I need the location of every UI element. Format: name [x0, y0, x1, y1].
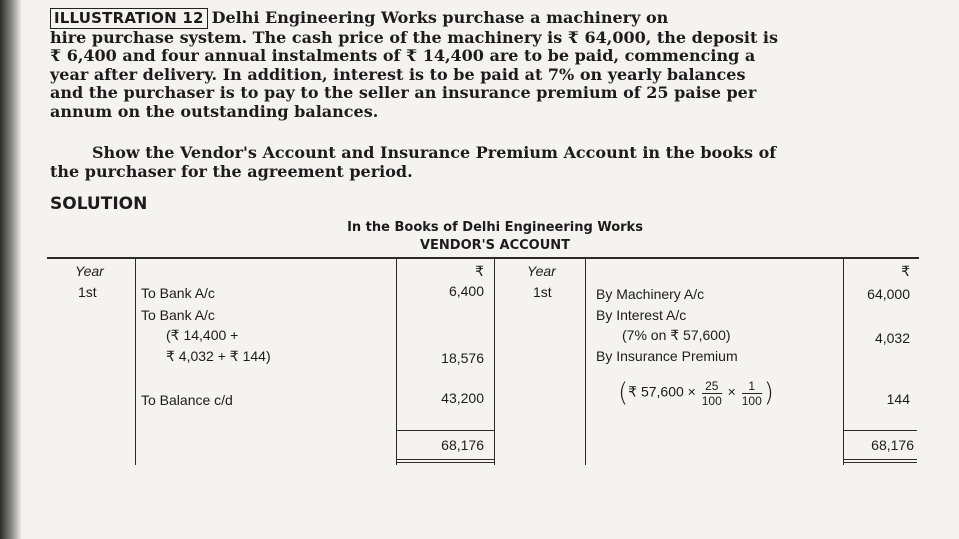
task-line: Show the Vendor's Account and Insurance Premium Account in the books of [92, 143, 777, 162]
column-divider [396, 257, 397, 465]
debit-entry-label: To Balance c/d [141, 392, 233, 408]
task-statement [50, 144, 925, 181]
premium-formula-base: ₹ 57,600 × [628, 383, 696, 400]
problem-line: Delhi Engineering Works purchase a machinery on [211, 8, 669, 27]
total-rule [396, 462, 494, 463]
total-rule [396, 430, 494, 431]
debit-entry-amount: 43,200 [441, 390, 484, 406]
debit-rupee-header: ₹ [475, 263, 484, 279]
problem-line: ₹ 6,400 and four annual instalments of ₹ 14,400 are to be paid, commencing a [50, 46, 756, 65]
debit-entry-detail: (₹ 14,400 + [166, 327, 239, 343]
problem-line: annum on the outstanding balances. [50, 101, 379, 121]
account-heading: VENDOR'S ACCOUNT [419, 238, 571, 253]
illustration-label: ILLUSTRATION 12 [50, 8, 208, 29]
credit-entry-label: By Machinery A/c [596, 286, 705, 302]
premium-formula: (₹ 57,600 × $\frac{25}{100}$ × $\frac{1}{100}$ ) [618, 378, 774, 408]
credit-year-header: Year [527, 263, 556, 279]
debit-entry-label: To Bank A/c [141, 285, 215, 301]
fraction: $\frac{1}{100}$ [741, 378, 762, 408]
credit-entry-detail: (7% on ₹ 57,600) [622, 327, 731, 343]
column-divider [843, 257, 844, 465]
credit-entry-amount: 64,000 [867, 286, 910, 302]
fraction: $\frac{25}{100}$ [701, 378, 722, 408]
debit-entry-amount: 18,576 [441, 350, 484, 366]
solution-heading: SOLUTION [50, 194, 148, 214]
problem-line: year after delivery. In addition, interest is to be paid at 7% on yearly balances [50, 64, 746, 84]
credit-premium-amount: 144 [886, 391, 910, 407]
credit-year: 1st [533, 284, 552, 300]
debit-year-header: Year [75, 263, 104, 279]
total-rule [843, 462, 917, 463]
task-line: the purchaser for the agreement period. [50, 161, 413, 181]
credit-rupee-header: ₹ [901, 263, 910, 279]
credit-entry-label: By Interest A/c [596, 307, 687, 323]
debit-total: 68,176 [441, 437, 484, 453]
credit-entry-amount: 4,032 [874, 330, 910, 346]
total-rule [396, 459, 494, 460]
total-rule [843, 430, 917, 431]
table-top-rule [47, 257, 919, 259]
column-divider [494, 257, 495, 465]
books-heading: In the Books of Delhi Engineering Works [347, 220, 643, 235]
problem-line: and the purchaser is to pay to the seller an insurance premium of 25 paise per [50, 83, 757, 102]
credit-total: 68,176 [871, 437, 914, 453]
column-divider [135, 257, 136, 465]
page-edge-shadow [0, 0, 22, 539]
problem-statement [50, 8, 925, 121]
column-divider [585, 257, 586, 465]
total-rule [843, 459, 917, 460]
debit-entry-detail: ₹ 4,032 + ₹ 144) [166, 348, 271, 364]
credit-entry-label: By Insurance Premium [596, 348, 738, 364]
problem-line: hire purchase system. The cash price of the machinery is ₹ 64,000, the deposit is [50, 27, 779, 47]
debit-year: 1st [78, 284, 97, 300]
debit-entry-amount: 6,400 [448, 283, 484, 299]
debit-entry-label: To Bank A/c [141, 307, 215, 323]
